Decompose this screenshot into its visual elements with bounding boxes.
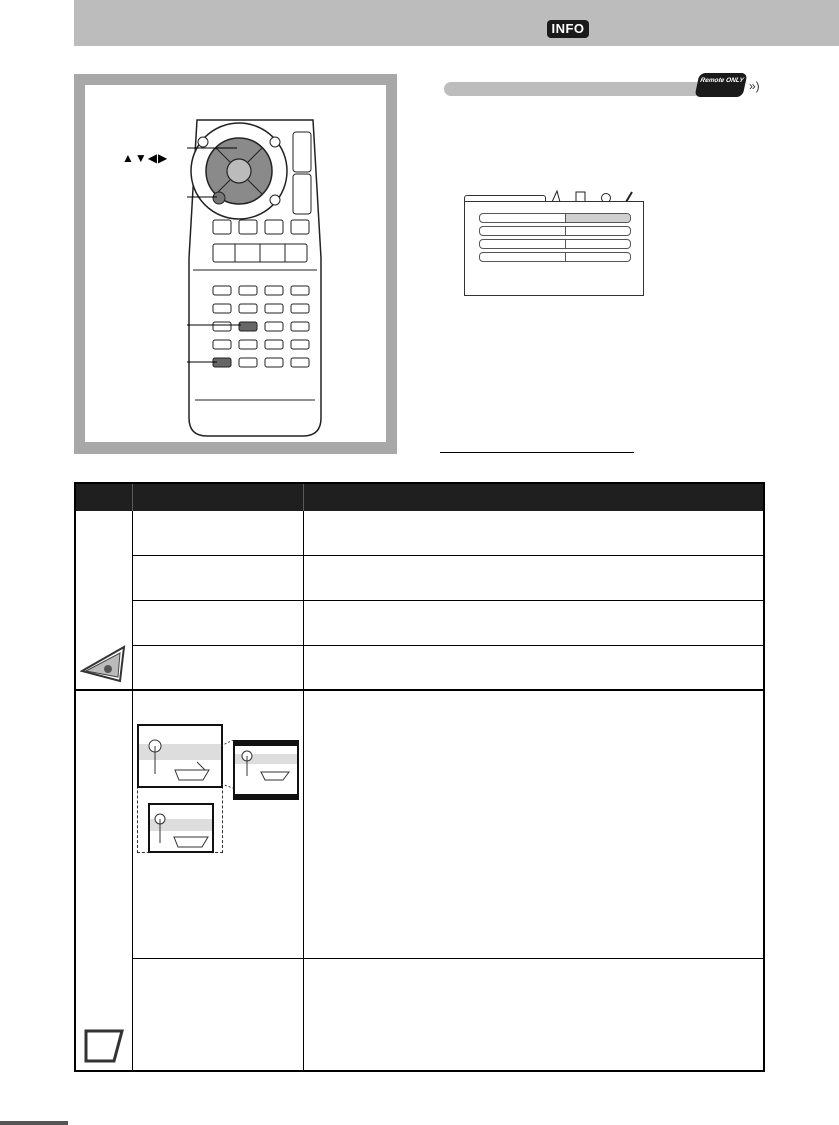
note-underline xyxy=(440,452,634,453)
header-band xyxy=(74,0,839,46)
signal-icon: ») xyxy=(749,79,760,93)
wide-screen-illustration xyxy=(137,724,223,788)
osd-row xyxy=(479,226,631,236)
page-number-bar xyxy=(0,1121,68,1125)
arrow-keys-label: ▲▼◀▶ xyxy=(122,151,169,165)
osd-row xyxy=(479,239,631,249)
letterbox-illustration xyxy=(233,740,299,800)
osd-row xyxy=(479,213,631,223)
osd-menu-screen xyxy=(464,201,644,296)
audio-menu-icon xyxy=(82,1027,126,1065)
callout-lines xyxy=(185,140,265,370)
info-badge: INFO xyxy=(547,20,589,38)
table-header xyxy=(76,484,763,511)
pan-scan-illustration xyxy=(148,803,214,853)
section-title-bar xyxy=(444,82,702,96)
picture-menu-icon xyxy=(80,643,128,685)
remote-only-icon: Remote ONLY xyxy=(694,73,747,97)
osd-row xyxy=(479,252,631,262)
